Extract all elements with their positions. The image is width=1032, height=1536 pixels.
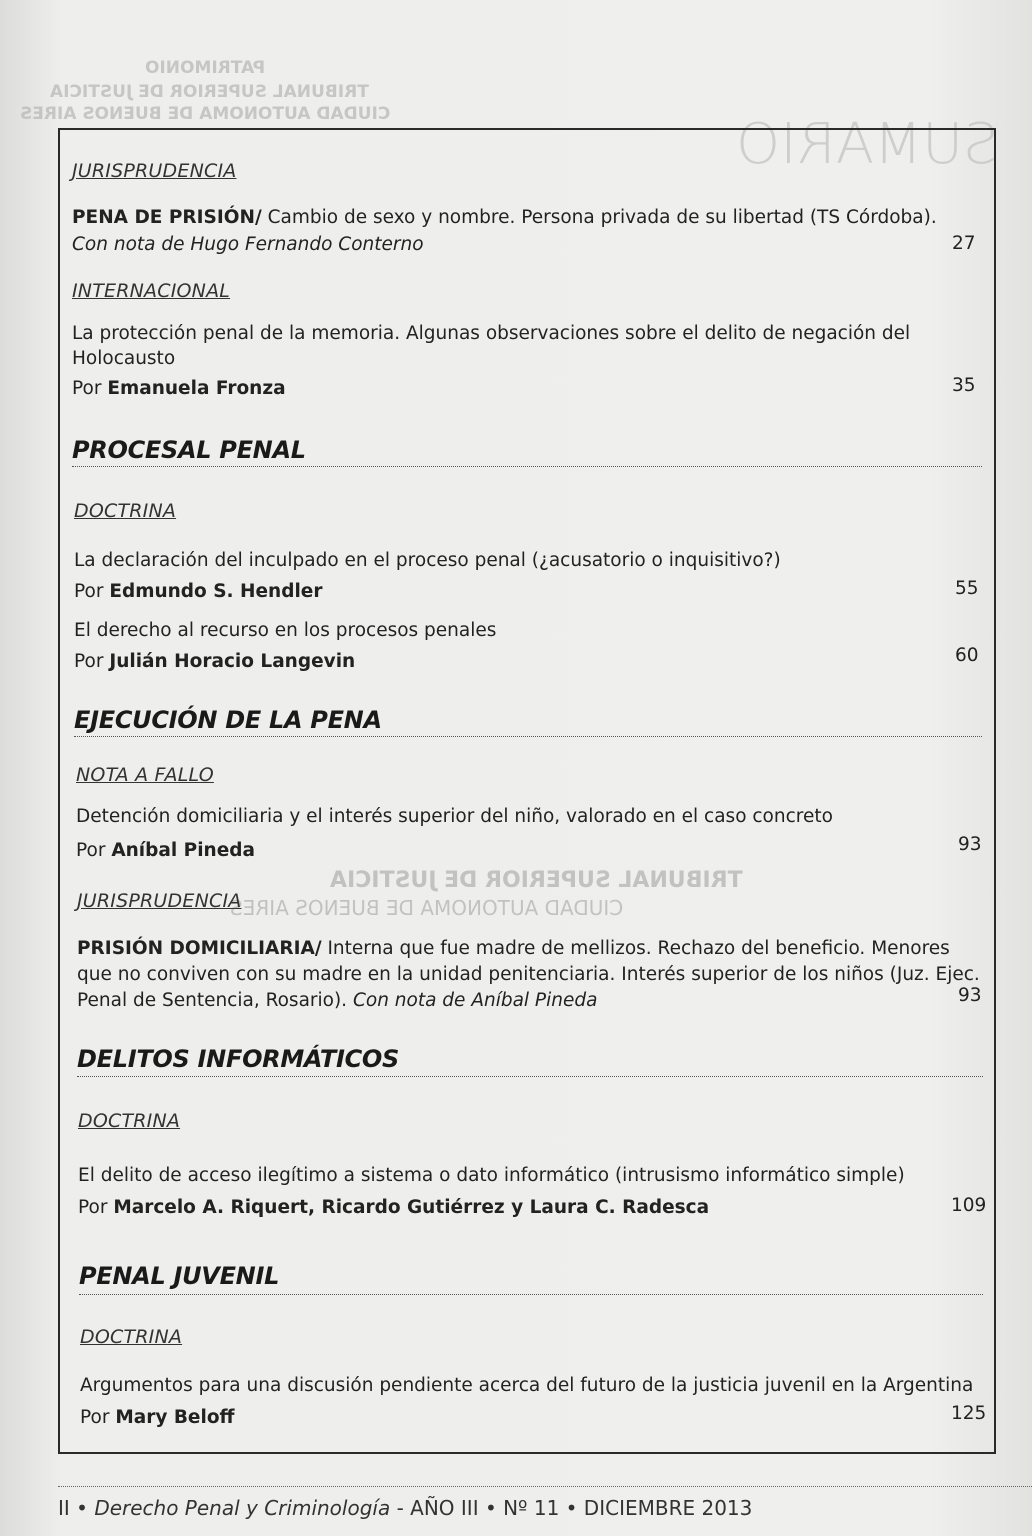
entry-justicia-juvenil-author: Mary Beloff [115,1407,235,1428]
entry-prision-domiciliaria-page: 93 [958,985,982,1006]
entry-acceso-ilegitimo-author-line: Por Marcelo A. Riquert, Ricardo Gutiérrez y Laura C. Radesca [78,1197,710,1218]
entry-justicia-juvenil-page: 125 [951,1403,987,1424]
section-delitos-informaticos: DELITOS INFORMÁTICOS [77,1045,400,1073]
label-nota-a-fallo: NOTA A FALLO [76,764,214,786]
entry-pena-prision-lead: PENA DE PRISIÓN/ [72,207,262,228]
divider-penal-juvenil [79,1294,983,1295]
entry-justicia-juvenil-author-line: Por Mary Beloff [80,1407,235,1428]
entry-pena-prision-page: 27 [952,233,976,254]
entry-memoria-page: 35 [952,375,976,396]
entry-declaracion-author-line: Por Edmundo S. Hendler [74,581,323,602]
section-penal-juvenil: PENAL JUVENIL [79,1262,280,1290]
entry-prision-domiciliaria-lead: PRISIÓN DOMICILIARIA/ [77,938,322,959]
divider-ejecucion [74,736,982,737]
entry-recurso-author: Julián Horacio Langevin [109,651,356,672]
ghost-sumario: SUMARIO [736,112,999,177]
section-procesal-penal: PROCESAL PENAL [72,436,306,464]
entry-acceso-ilegitimo-author: Marcelo A. Riquert, Ricardo Gutiérrez y Laura C. Radesca [113,1197,710,1218]
entry-recurso-author-line: Por Julián Horacio Langevin [74,651,356,672]
entry-acceso-ilegitimo-page: 109 [951,1195,987,1216]
section-ejecucion: EJECUCIÓN DE LA PENA [74,706,382,734]
entry-recurso[interactable]: El derecho al recurso en los procesos penales [74,620,497,641]
entry-memoria-author-line: Por Emanuela Fronza [72,378,286,399]
label-jurisprudencia: JURISPRUDENCIA [72,160,237,182]
ghost-patrimonio: PATRIMONIO [145,58,266,78]
label-jurisprudencia-2: JURISPRUDENCIA [77,890,242,912]
entry-detencion-author-line: Por Aníbal Pineda [76,840,255,861]
entry-memoria-author: Emanuela Fronza [107,378,286,399]
label-internacional: INTERNACIONAL [72,280,231,302]
entry-declaracion-page: 55 [955,578,979,599]
entry-prision-domiciliaria-line3: Penal de Sentencia, Rosario). Con nota de Aníbal Pineda [77,990,598,1011]
ghost-stamp-tribunal: TRIBUNAL SUPERIOR DE JUSTICIA [330,868,743,893]
divider-delitos-informaticos [77,1076,983,1077]
ghost-ciudad: CIUDAD AUTONOMA DE BUENOS AIRES [20,104,391,124]
label-doctrina-2: DOCTRINA [78,1110,181,1132]
entry-prision-domiciliaria-note: Con nota de Aníbal Pineda [352,990,598,1011]
label-doctrina-3: DOCTRINA [80,1326,183,1348]
entry-pena-prision-note: Con nota de Hugo Fernando Conterno [72,234,424,255]
page-footer: II • Derecho Penal y Criminología - AÑO III • Nº 11 • DICIEMBRE 2013 [58,1496,753,1520]
entry-detencion-author: Aníbal Pineda [111,840,255,861]
footer-divider [58,1486,1032,1487]
entry-justicia-juvenil[interactable]: Argumentos para una discusión pendiente acerca del futuro de la justicia juvenil en la Argentina [80,1375,974,1396]
entry-detencion[interactable]: Detención domiciliaria y el interés superior del niño, valorado en el caso concreto [76,806,833,827]
entry-acceso-ilegitimo[interactable]: El delito de acceso ilegítimo a sistema o dato informático (intrusismo informático simple) [78,1165,905,1186]
entry-prision-domiciliaria[interactable]: PRISIÓN DOMICILIARIA/ Interna que fue madre de mellizos. Rechazo del beneficio. Menores [77,938,950,959]
label-doctrina-1: DOCTRINA [74,500,177,522]
entry-pena-prision[interactable] [72,205,937,230]
entry-detencion-page: 93 [958,834,982,855]
divider-procesal-penal [72,466,982,467]
footer-journal: Derecho Penal y Criminología [94,1496,391,1520]
entry-memoria-line1[interactable]: La protección penal de la memoria. Algunas observaciones sobre el delito de negación del [72,323,911,344]
entry-memoria-line2: Holocausto [72,348,176,369]
entry-declaracion-author: Edmundo S. Hendler [109,581,323,602]
ghost-stamp-ciudad: CIUDAD AUTONOMA DE BUENOS AIRES [230,896,624,920]
entry-prision-domiciliaria-line2: que no conviven con su madre en la unidad penitenciaria. Interés superior de los niños (Juz. Ejec. [77,964,980,985]
entry-declaracion[interactable]: La declaración del inculpado en el proceso penal (¿acusatorio o inquisitivo?) [74,550,781,571]
ghost-tribunal: TRIBUNAL SUPERIOR DE JUSTICIA [50,82,369,102]
entry-recurso-page: 60 [955,645,979,666]
entry-pena-prision-text: Cambio de sexo y nombre. Persona privada de su libertad (TS Córdoba). [261,207,937,228]
